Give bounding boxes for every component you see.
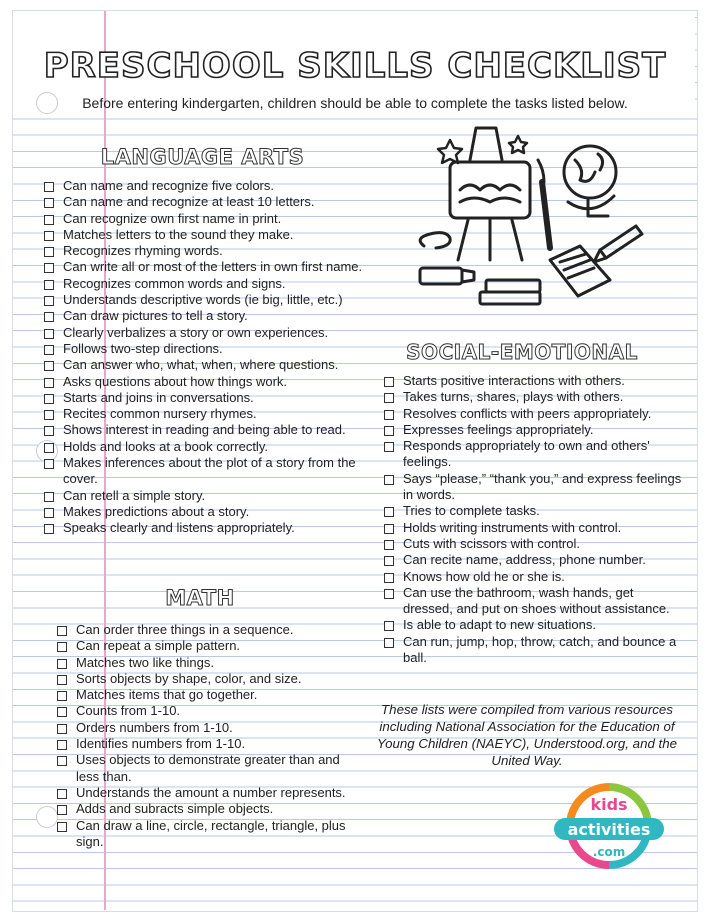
checklist-item — [382, 503, 682, 519]
checkbox[interactable] — [44, 492, 54, 502]
checklist-item-label: Understands descriptive words (ie big, little, etc.) — [63, 292, 343, 308]
checkbox[interactable] — [44, 312, 54, 322]
checkbox[interactable] — [384, 410, 394, 420]
social-emotional-list — [382, 373, 682, 666]
checklist-item-label: Identifies numbers from 1-10. — [76, 736, 246, 752]
checkbox[interactable] — [384, 377, 394, 387]
logo-dotcom: .com — [592, 845, 626, 859]
checklist-item-label: Matches items that go together. — [76, 687, 258, 703]
checklist-item — [42, 178, 372, 194]
checkbox[interactable] — [44, 263, 54, 273]
checklist-item-label: Takes turns, shares, plays with others. — [403, 389, 624, 405]
checklist-item-label: Responds appropriately to own and others' feelings. — [403, 438, 650, 470]
checkbox[interactable] — [44, 345, 54, 355]
checkbox[interactable] — [57, 724, 67, 734]
checklist-item-label: Sorts objects by shape, color, and size. — [76, 670, 302, 686]
checkbox[interactable] — [44, 524, 54, 534]
page-title: PRESCHOOL SKILLS CHECKLIST — [43, 46, 667, 86]
checkbox[interactable] — [384, 621, 394, 631]
checklist-item — [55, 622, 355, 638]
checklist-item-label: Recognizes rhyming words. — [63, 243, 223, 259]
checklist-item-label: Recognizes common words and signs. — [63, 275, 286, 291]
social-emotional-heading: SOCIAL-EMOTIONAL — [406, 340, 638, 364]
page-subtitle: Before entering kindergarten, children should be able to complete the tasks listed below. — [82, 95, 628, 111]
checklist-item-label: Holds and looks at a book correctly. — [63, 438, 268, 454]
checklist-item — [42, 520, 372, 536]
checklist-item-label: Can name and recognize five colors. — [63, 178, 275, 193]
checkbox[interactable] — [44, 215, 54, 225]
checklist-item — [42, 259, 372, 275]
checklist-item — [42, 292, 372, 308]
checklist-item — [42, 211, 372, 227]
checklist-item-label: Can write all or most of the letters in own first name. — [63, 259, 363, 275]
checklist-item — [42, 243, 372, 259]
checklist-item-label: Can answer who, what, when, where questions. — [63, 357, 339, 373]
checklist-item-label: Adds and subracts simple objects. — [76, 801, 274, 817]
star-icon — [438, 136, 527, 163]
checklist-item-label: Knows how old he or she is. — [403, 568, 565, 584]
checklist-item — [55, 736, 355, 752]
checkbox[interactable] — [57, 675, 67, 685]
checklist-item-label: Orders numbers from 1-10. — [76, 719, 233, 735]
checkbox[interactable] — [44, 459, 54, 469]
checkbox[interactable] — [384, 540, 394, 550]
checklist-item-label: Says “please,” “thank you,” and express feelings in words. — [403, 470, 682, 503]
checklist-item — [382, 422, 682, 438]
checkbox[interactable] — [44, 296, 54, 306]
checkbox[interactable] — [57, 756, 67, 766]
checklist-item-label: Understands the amount a number represents. — [76, 784, 346, 800]
checklist-item-label: Can retell a simple story. — [63, 487, 206, 503]
checklist-item — [382, 520, 682, 536]
checklist-item — [55, 671, 355, 687]
checkbox[interactable] — [44, 443, 54, 453]
checkbox[interactable] — [57, 805, 67, 815]
checklist-item — [382, 585, 682, 618]
checklist-item-label: Matches two like things. — [76, 654, 215, 670]
math-heading: MATH — [165, 586, 235, 610]
checkbox[interactable] — [57, 691, 67, 701]
checklist-item-label: Makes inferences about the plot of a story from the cover. — [63, 455, 356, 487]
checklist-item — [382, 634, 682, 667]
math-list — [55, 622, 355, 850]
checkbox[interactable] — [44, 394, 54, 404]
checklist-item-label: Speaks clearly and listens appropriately. — [63, 520, 295, 536]
checklist-item-label: Is able to adapt to new situations. — [403, 617, 596, 633]
checklist-item-label: Can use the bathroom, wash hands, get dressed, and put on shoes without assistance. — [403, 584, 670, 617]
checklist-item-label: Starts and joins in conversations. — [63, 389, 254, 405]
checklist-item-label: Expresses feelings appropriately. — [403, 421, 594, 437]
checklist-item — [382, 569, 682, 585]
checklist-item — [42, 276, 372, 292]
checklist-item — [382, 471, 682, 504]
checklist-item — [382, 617, 682, 633]
checklist-item — [42, 455, 372, 488]
checklist-item — [382, 552, 682, 568]
checklist-item — [382, 406, 682, 422]
logo-kids: kids — [590, 795, 628, 814]
checkbox[interactable] — [57, 659, 67, 669]
checklist-item — [42, 422, 372, 438]
checkbox[interactable] — [384, 589, 394, 599]
checklist-item-label: Can draw pictures to tell a story. — [63, 308, 248, 324]
checklist-item-label: Tries to complete tasks. — [403, 503, 540, 519]
checklist-item-label: Recites common nursery rhymes. — [63, 406, 257, 422]
checklist-item-label: Uses objects to demonstrate greater than and less than. — [76, 752, 340, 784]
checkbox[interactable] — [44, 247, 54, 257]
checklist-item-label: Starts positive interactions with others. — [403, 373, 625, 388]
paperclip-icon — [420, 233, 450, 248]
checkbox[interactable] — [57, 626, 67, 636]
checkbox[interactable] — [44, 182, 54, 192]
checklist-item — [42, 439, 372, 455]
checklist-item-label: Can repeat a simple pattern. — [76, 638, 241, 654]
checkbox[interactable] — [384, 442, 394, 452]
checklist-item — [55, 687, 355, 703]
checklist-item — [42, 406, 372, 422]
checklist-item — [55, 655, 355, 671]
checklist-item — [382, 389, 682, 405]
checklist-item — [42, 504, 372, 520]
checklist-item-label: Shows interest in reading and being able to read. — [63, 422, 346, 438]
checklist-item-label: Asks questions about how things work. — [63, 373, 288, 389]
checkbox[interactable] — [384, 638, 394, 648]
checkbox[interactable] — [384, 475, 394, 485]
checkbox[interactable] — [384, 556, 394, 566]
checkbox[interactable] — [57, 707, 67, 717]
checklist-item-label: Can run, jump, hop, throw, catch, and bounce a ball. — [403, 633, 677, 666]
checklist-item — [382, 536, 682, 552]
paintbrush-icon — [538, 160, 550, 248]
checkbox[interactable] — [44, 508, 54, 518]
checklist-item-label: Can order three things in a sequence. — [76, 622, 294, 637]
glue-stick-icon — [420, 268, 474, 284]
checklist-item-label: Matches letters to the sound they make. — [63, 226, 294, 242]
checklist-item — [55, 638, 355, 654]
checkbox[interactable] — [57, 642, 67, 652]
checkbox[interactable] — [384, 393, 394, 403]
globe-icon — [564, 146, 616, 216]
checklist-item — [42, 488, 372, 504]
checklist-item-label: Resolves conflicts with peers appropriately. — [403, 405, 652, 421]
checklist-item-label: Can draw a line, circle, rectangle, triangle, plus sign. — [76, 817, 346, 849]
checkbox[interactable] — [44, 378, 54, 388]
checkbox[interactable] — [44, 410, 54, 420]
checkbox[interactable] — [44, 280, 54, 290]
checklist-item-label: Follows two-step directions. — [63, 340, 223, 356]
checklist-item-label: Counts from 1-10. — [76, 703, 181, 719]
checkbox[interactable] — [57, 822, 67, 832]
sources-note: These lists were compiled from various resources including National Association for the Education of Young Children (NAEYC), Understood.org, and the United Way. — [376, 702, 678, 768]
checklist-item — [55, 703, 355, 719]
checklist-item-label: Clearly verbalizes a story or own experiences. — [63, 324, 329, 340]
checkbox[interactable] — [384, 524, 394, 534]
checklist-item — [382, 373, 682, 389]
checklist-item — [42, 325, 372, 341]
checkbox[interactable] — [44, 426, 54, 436]
checkbox[interactable] — [384, 573, 394, 583]
logo-activities: activities — [567, 820, 651, 839]
pencil-icon — [594, 226, 642, 262]
checkbox[interactable] — [384, 507, 394, 517]
checklist-item — [42, 308, 372, 324]
books-stack-icon — [480, 280, 540, 304]
checklist-item — [42, 357, 372, 373]
language-arts-heading: LANGUAGE ARTS — [100, 145, 305, 169]
checkbox[interactable] — [44, 198, 54, 208]
checklist-item — [42, 227, 372, 243]
checklist-item — [55, 785, 355, 801]
checkbox[interactable] — [57, 740, 67, 750]
checklist-item — [42, 390, 372, 406]
checklist-item-label: Can recognize own first name in print. — [63, 210, 282, 226]
checklist-item — [55, 720, 355, 736]
checklist-item — [42, 341, 372, 357]
checkbox[interactable] — [44, 329, 54, 339]
checklist-item-label: Holds writing instruments with control. — [403, 519, 622, 535]
checklist-item — [55, 818, 355, 851]
checklist-item-label: Makes predictions about a story. — [63, 503, 250, 519]
language-arts-list — [42, 178, 372, 537]
checklist-item — [55, 752, 355, 785]
checklist-item — [42, 374, 372, 390]
school-supplies-illustration — [410, 120, 650, 320]
checklist-item-label: Can name and recognize at least 10 letters. — [63, 194, 315, 210]
checkbox[interactable] — [384, 426, 394, 436]
kids-activities-logo — [550, 778, 668, 870]
checklist-item — [55, 801, 355, 817]
checklist-item — [42, 194, 372, 210]
checkbox[interactable] — [44, 361, 54, 371]
checklist-item-label: Can recite name, address, phone number. — [403, 552, 646, 568]
checkbox[interactable] — [57, 789, 67, 799]
checklist-item-label: Cuts with scissors with control. — [403, 535, 580, 551]
checklist-item — [382, 438, 682, 471]
checkbox[interactable] — [44, 231, 54, 241]
